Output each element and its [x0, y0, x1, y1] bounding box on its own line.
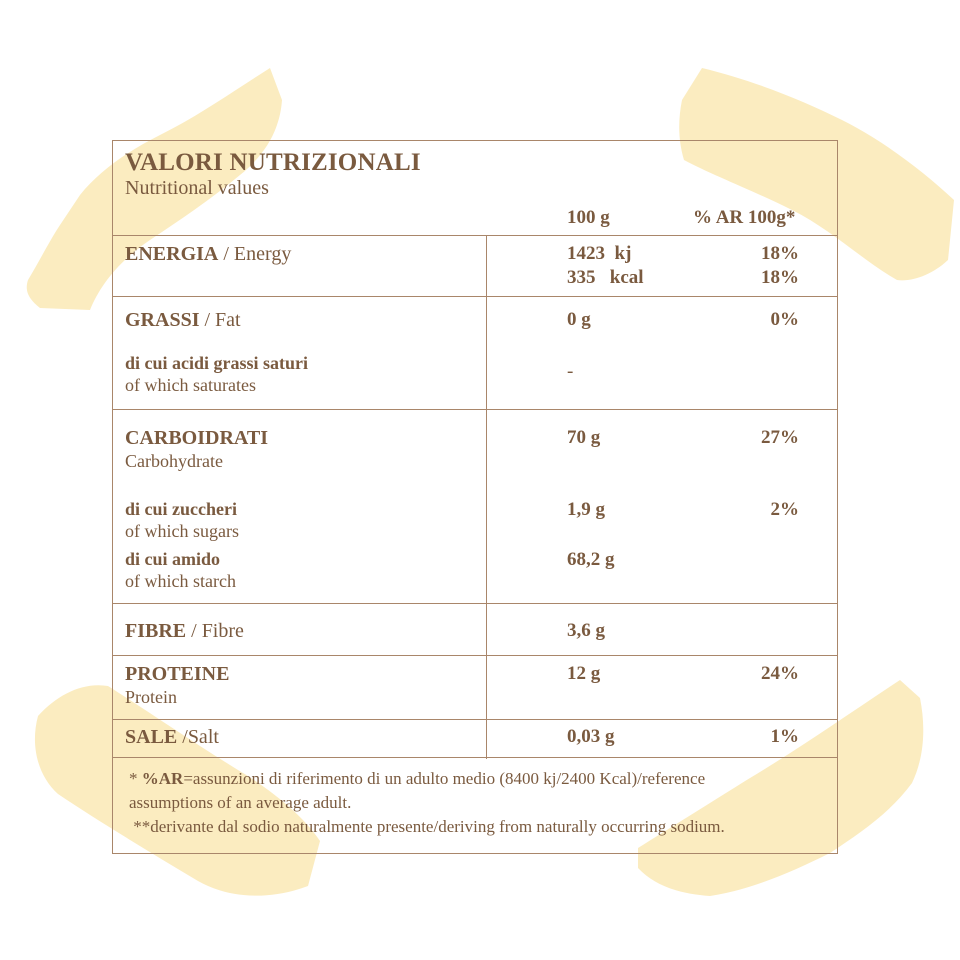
value-kj: 1423 kj: [567, 243, 632, 264]
footnote-ar-continued: assumptions of an average adult.: [129, 793, 352, 812]
value-kcal: 335 kcal: [567, 267, 644, 288]
nutrient-name: GRASSI / Fat: [125, 309, 241, 331]
value: -: [567, 361, 574, 382]
divider: [113, 235, 837, 236]
divider: [113, 603, 837, 604]
divider: [113, 296, 837, 297]
value: 0 g: [567, 309, 591, 330]
divider: [113, 719, 837, 720]
nutrient-name: SALE /Salt: [125, 726, 219, 748]
nutrient-name: CARBOIDRATI Carbohydrate: [125, 427, 268, 471]
value: 12 g: [567, 663, 601, 684]
column-header-ar: % AR 100g*: [693, 207, 796, 228]
nutrient-name: FIBRE / Fibre: [125, 620, 244, 642]
nutrient-name: di cui zuccheri of which sugars: [125, 499, 239, 541]
value: 3,6 g: [567, 620, 605, 641]
nutrient-name: di cui amido of which starch: [125, 549, 236, 591]
ar-percent: 27%: [761, 427, 799, 448]
divider: [113, 409, 837, 410]
column-header-value: 100 g: [567, 207, 610, 228]
nutrient-name: di cui acidi grassi saturi of which saturates: [125, 353, 309, 395]
ar-percent: 0%: [770, 309, 799, 330]
label-subtitle: Nutritional values: [125, 177, 269, 199]
value: 70 g: [567, 427, 601, 448]
nutrient-name: PROTEINE Protein: [125, 663, 230, 707]
ar-percent: 2%: [770, 499, 799, 520]
column-divider: [486, 235, 487, 759]
footnote-ar: * %AR=assunzioni di riferimento di un adulto medio (8400 kj/2400 Kcal)/reference: [129, 769, 706, 788]
label-title: VALORI NUTRIZIONALI: [125, 149, 421, 176]
value: 0,03 g: [567, 726, 615, 747]
ar-kcal: 18%: [761, 267, 799, 288]
nutrition-label: [112, 140, 838, 854]
ar-kj: 18%: [761, 243, 799, 264]
ar-percent: 24%: [761, 663, 799, 684]
value: 1,9 g: [567, 499, 605, 520]
nutrient-name: ENERGIA / Energy: [125, 243, 292, 265]
divider: [113, 757, 837, 758]
value: 68,2 g: [567, 549, 615, 570]
divider: [113, 655, 837, 656]
ar-percent: 1%: [770, 726, 799, 747]
footnote-sodium: **derivante dal sodio naturalmente presente/deriving from naturally occurring sodium.: [129, 817, 725, 836]
